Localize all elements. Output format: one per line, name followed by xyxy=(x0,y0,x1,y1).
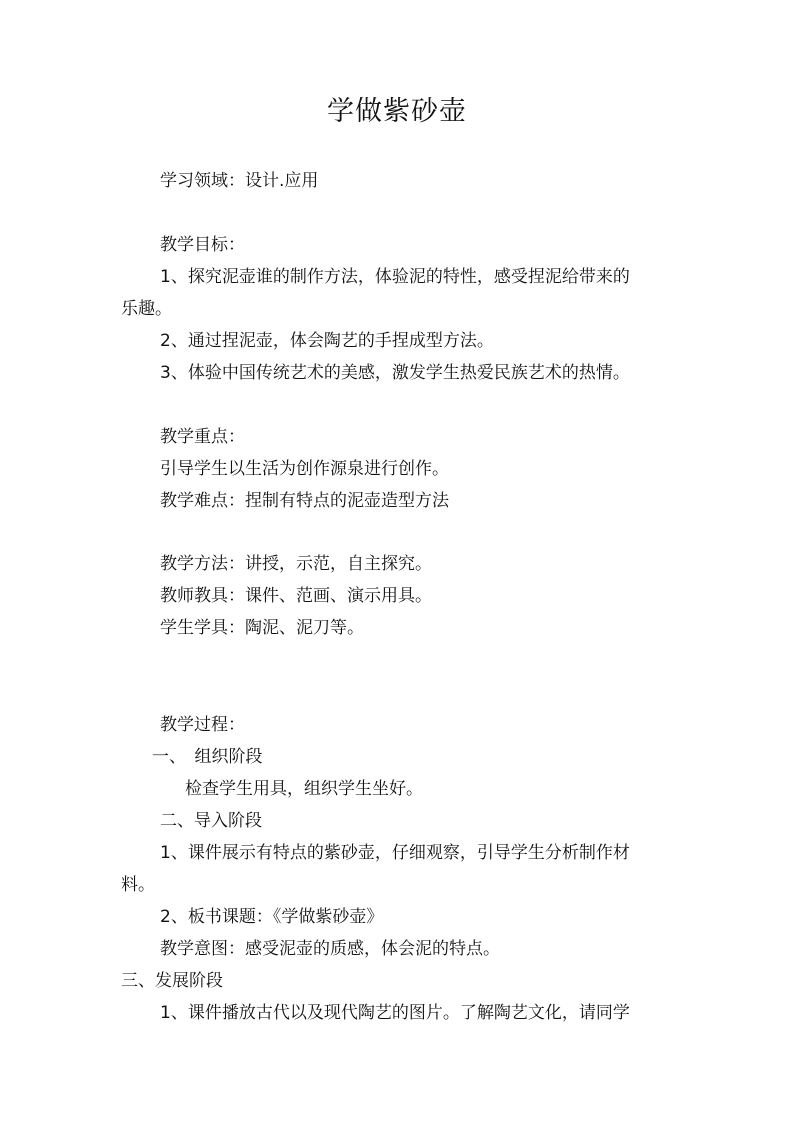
document-title: 学做紫砂壶 xyxy=(327,96,467,127)
stage-1-content: 检查学生用具，组织学生坐好。 xyxy=(185,779,423,799)
key-points-content: 引导学生以生活为创作源泉进行创作。 xyxy=(160,459,449,479)
objective-1-line-1: 1、探究泥壶谁的制作方法，体验泥的特性，感受捏泥给带来的 xyxy=(160,267,630,287)
stage-2-title: 二、导入阶段 xyxy=(160,811,262,831)
method-line: 教学方法：讲授，示范，自主探究。 xyxy=(160,554,432,574)
objective-2: 2、通过捏泥壶，体会陶艺的手捏成型方法。 xyxy=(160,331,494,351)
objective-3: 3、体验中国传统艺术的美感，激发学生热爱民族艺术的热情。 xyxy=(160,363,630,383)
objective-1-line-2: 乐趣。 xyxy=(121,299,172,319)
stage-1-title: 一、 组织阶段 xyxy=(152,747,263,767)
process-heading: 教学过程： xyxy=(160,715,245,735)
stage-2-item-1-line-1: 1、课件展示有特点的紫砂壶，仔细观察，引导学生分析制作材 xyxy=(160,843,630,863)
stage-3-item-1: 1、课件播放古代以及现代陶艺的图片。了解陶艺文化，请同学 xyxy=(160,1003,630,1023)
stage-3-title: 三、发展阶段 xyxy=(121,971,223,991)
stage-2-intent: 教学意图：感受泥壶的质感，体会泥的特点。 xyxy=(160,939,500,959)
student-tools-line: 学生学具：陶泥、泥刀等。 xyxy=(160,618,364,638)
stage-2-item-2: 2、板书课题：《学做紫砂壶》 xyxy=(160,907,384,927)
objectives-heading: 教学目标： xyxy=(160,235,245,255)
field-line: 学习领域：设计.应用 xyxy=(160,171,319,191)
key-points-heading: 教学重点： xyxy=(160,427,245,447)
difficulty-line: 教学难点：捏制有特点的泥壶造型方法 xyxy=(160,491,449,511)
teacher-tools-line: 教师教具：课件、范画、演示用具。 xyxy=(160,586,432,606)
stage-2-item-1-line-2: 料。 xyxy=(121,875,155,895)
